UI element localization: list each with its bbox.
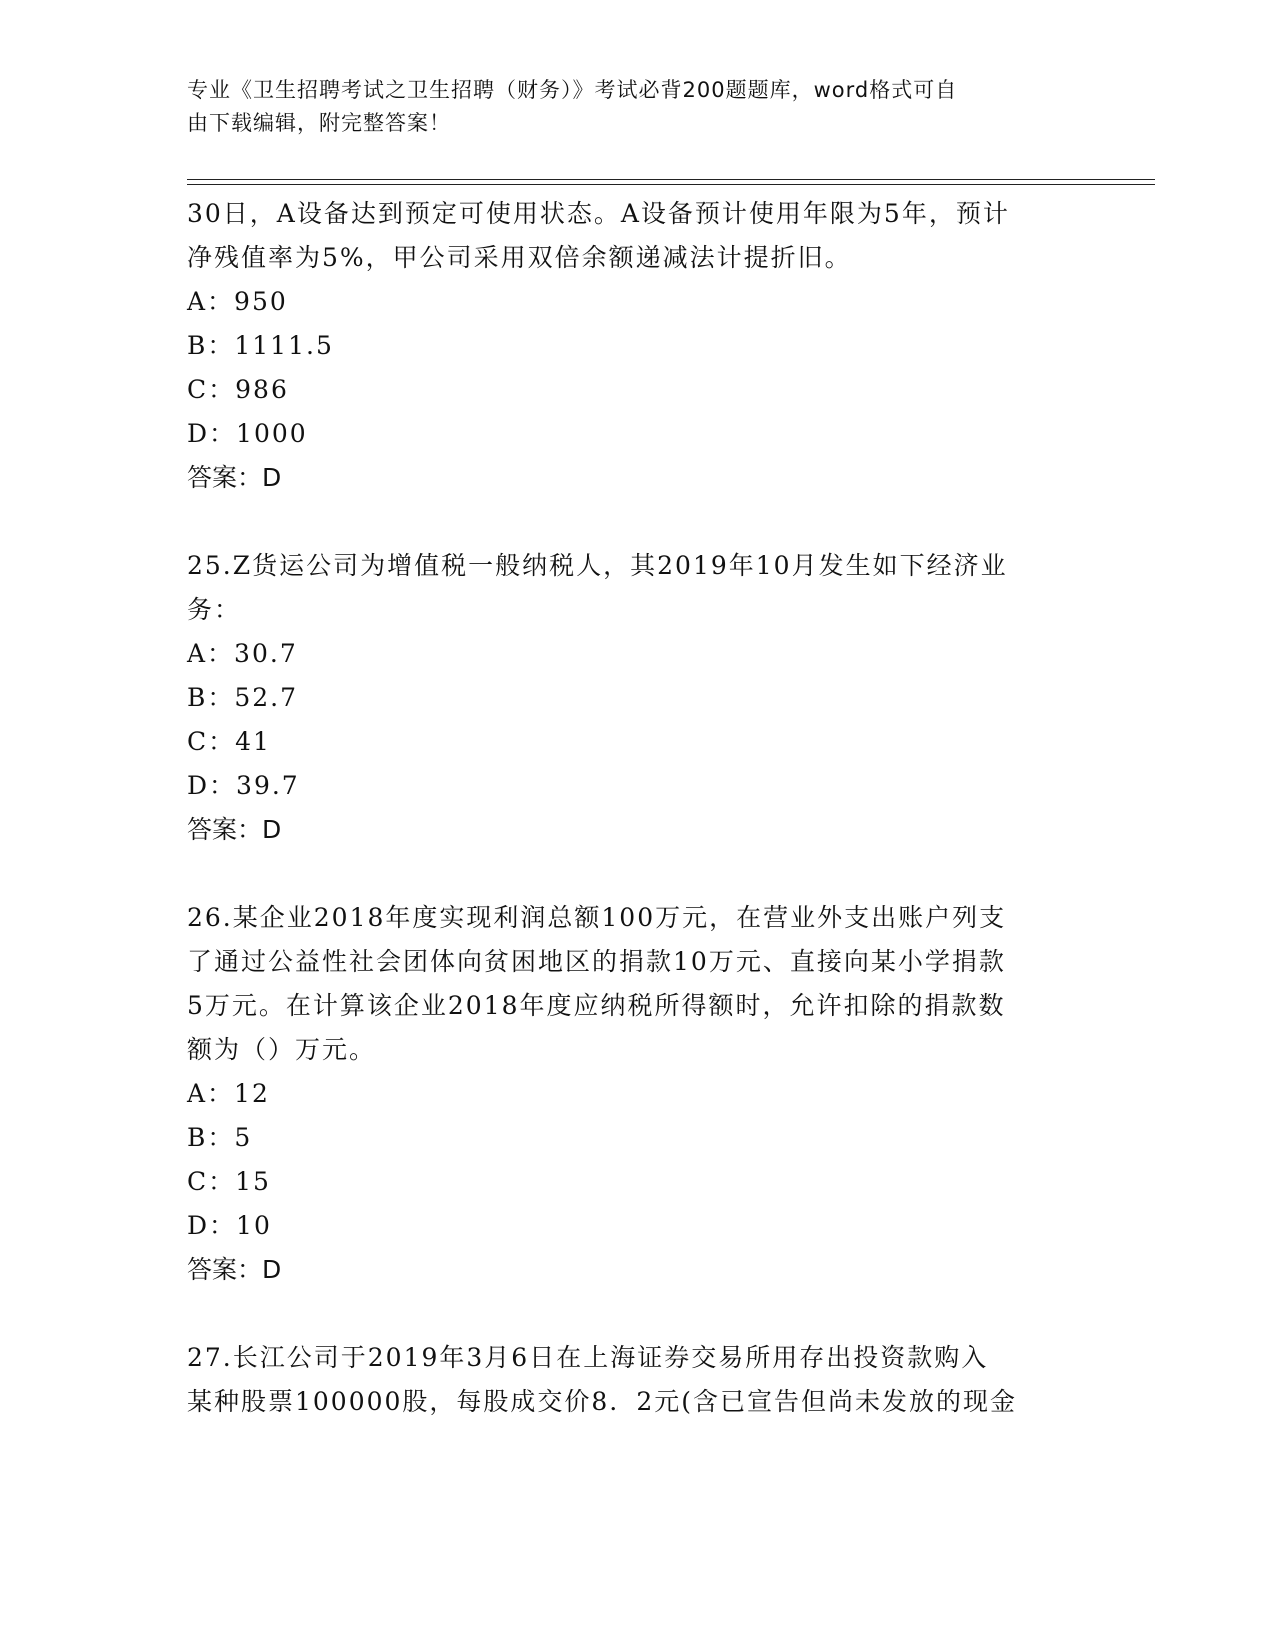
question-27 xyxy=(187,1336,1087,1424)
option-c: C：41 xyxy=(187,727,271,756)
option-d: D：1000 xyxy=(187,419,308,448)
option-b: B：5 xyxy=(187,1123,253,1152)
question-text-line: 了通过公益性社会团体向贫困地区的捐款10万元、直接向某小学捐款 xyxy=(187,947,1006,976)
option-b: B：52.7 xyxy=(187,683,299,712)
question-text-line: 30日，A设备达到预定可使用状态。A设备预计使用年限为5年，预计 xyxy=(187,199,1010,228)
option-c: C：15 xyxy=(187,1167,271,1196)
question-24 xyxy=(187,192,1087,500)
option-c: C：986 xyxy=(187,375,289,404)
answer-label: 答案：D xyxy=(187,815,282,844)
question-text-line: 26.某企业2018年度实现利润总额100万元，在营业外支出账户列支 xyxy=(187,903,1007,932)
question-list xyxy=(187,192,1087,1424)
document-header xyxy=(187,74,1067,140)
question-text-line: 额为（）万元。 xyxy=(187,1035,377,1064)
option-b: B：1111.5 xyxy=(187,331,334,360)
question-26 xyxy=(187,896,1087,1292)
answer-label: 答案：D xyxy=(187,463,282,492)
header-line-1: 专业《卫生招聘考试之卫生招聘（财务）》考试必背200题题库，word格式可自 xyxy=(187,78,958,102)
option-a: A：30.7 xyxy=(187,639,298,668)
question-text-line: 务： xyxy=(187,595,242,624)
question-25 xyxy=(187,544,1087,852)
question-text-line: 25.Z货运公司为增值税一般纳税人，其2019年10月发生如下经济业 xyxy=(187,551,1008,580)
header-rule-bottom xyxy=(187,184,1155,185)
header-line-2: 由下载编辑，附完整答案！ xyxy=(187,111,451,135)
question-text-line: 净残值率为5%，甲公司采用双倍余额递减法计提折旧。 xyxy=(187,243,852,272)
option-d: D：39.7 xyxy=(187,771,300,800)
header-rule-top xyxy=(187,179,1155,180)
question-text-line: 27.长江公司于2019年3月6日在上海证券交易所用存出投资款购入 xyxy=(187,1343,989,1372)
question-text-line: 5万元。在计算该企业2018年度应纳税所得额时，允许扣除的捐款数 xyxy=(187,991,1006,1020)
option-d: D：10 xyxy=(187,1211,272,1240)
answer-label: 答案：D xyxy=(187,1255,282,1284)
question-text-line: 某种股票100000股，每股成交价8．2元(含已宣告但尚未发放的现金 xyxy=(187,1387,1018,1416)
option-a: A：12 xyxy=(187,1079,270,1108)
option-a: A：950 xyxy=(187,287,288,316)
